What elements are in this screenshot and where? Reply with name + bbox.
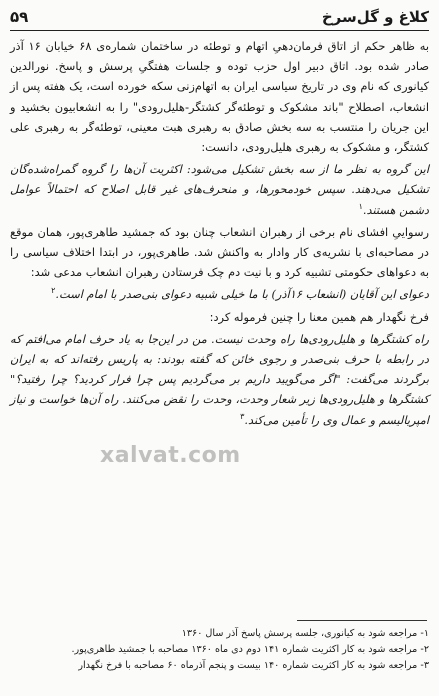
quote-block-1: [10, 159, 429, 220]
page-body: [10, 36, 429, 432]
quote-2-text: دعوای این آقایان (انشعاب ۱۶آذر) با ما خیلی شبیه دعوای بنی‌صدر با امام است.: [55, 287, 429, 302]
quote-3-text: راه کشتگرها و هلیل‌رودی‌ها راه وحدت نیست. من در این‌جا به یاد حرف امام می‌افتم که در رابطه با حرف بنی‌صدر و رجوی خائن که گفته بودند: به پاریس رفته‌اند که به ایران برگردند می‌گفت: "اگر می‌گویید داریم بر می‌گردیم پس چرا فرار کردید؟ چرا رفتید؟" کشتگرها و هلیل‌رودی‌ها زیر شعار وحدت، وحدت را نقض می‌کنند. راه آن‌ها خواست و نیاز امپریالیسم و عمال وی را تأمین می‌کند.: [10, 331, 429, 427]
paragraph-3: فرخ نگهدار هم همین معنا را چنین فرموله کرد:: [209, 309, 429, 324]
paragraph-1: به ظاهر حکم از اتاق فرمان‌دهی‌ِ اتهام و توطئه در ساختمان شماره‌ی ۶۸ خیابان ۱۶ آذر صادر شده بود. اتاق دبیر اول حزب توده و جلسات هفتگی‌ِ پرسش و پاسخ. نورالدین کیانوری که نام وی در تاریخ سیاسی ایران به اتهام‌زنی سکه خورده است، یک هفته پس از انشعاب، اصطلاح "باند مشکوک و توطئه‌گر کشتگر-هلیل‌رودی" را به انشعابیون بخشید و این جریان را منتسب به سه بخش صادق به رهبری هبت معینی، توطئه‌گر به رهبری علی کشتگر، و مشکوک به رهبری هلیل‌رودی، دانست:: [10, 39, 430, 155]
page-header: [10, 4, 429, 31]
footnote-1: ۱- مراجعه شود به کیانوری، جلسه پرسش پاسخ آذر سال ۱۳۶۰: [181, 628, 429, 639]
footnote-ref-1: ۱: [358, 201, 363, 211]
footnotes: [10, 626, 429, 674]
footnote-3: ۳- مراجعه شود به کار اکثریت شماره ۱۴۰ بیست و پنجم آذرماه ۶۰ مصاحبه با فرخ نگهدار: [78, 660, 429, 671]
footnote-separator: [297, 620, 427, 621]
footnote-2: ۲- مراجعه شود به کار اکثریت شماره ۱۴۱ دوم دی ماه ۱۳۶۰ مصاحبه با جمشید طاهری‌پور.: [71, 644, 429, 655]
paragraph-2: رسوایی‌ِ افشای نام برخی از رهبران انشعاب چنان بود که جمشید طاهری‌پور، همان موقع در مصاحبه‌ای با نشریه‌ی کار وادار به واکنش شد. طاهری‌پور، در ابتدا اختلاف سیاسی را به دعواهای حکومتی تشبیه کرد و با نیت دم چک فرستادن رهبران انشعاب مدعی شد:: [10, 224, 429, 280]
quote-block-3: [10, 329, 429, 430]
quote-block-2: [10, 284, 429, 304]
quote-1-text: این گروه به نظر ما از سه بخش تشکیل می‌شود: اکثریت آن‌ها را گروه گمراه‌شده‌گان تشکیل می‌دهند. سپس خودمحورها، و منحرف‌های غیر قابل اصلاح که احتمالاً عوامل دشمن هستند.: [10, 162, 429, 217]
watermark: xalvat.com: [100, 443, 241, 468]
footnote-ref-3: ۳: [240, 411, 245, 421]
running-title: کلاغ و گل‌سرخ: [321, 8, 429, 26]
page-number: ۵۹: [10, 8, 29, 26]
footnote-ref-2: ۲: [51, 286, 56, 296]
